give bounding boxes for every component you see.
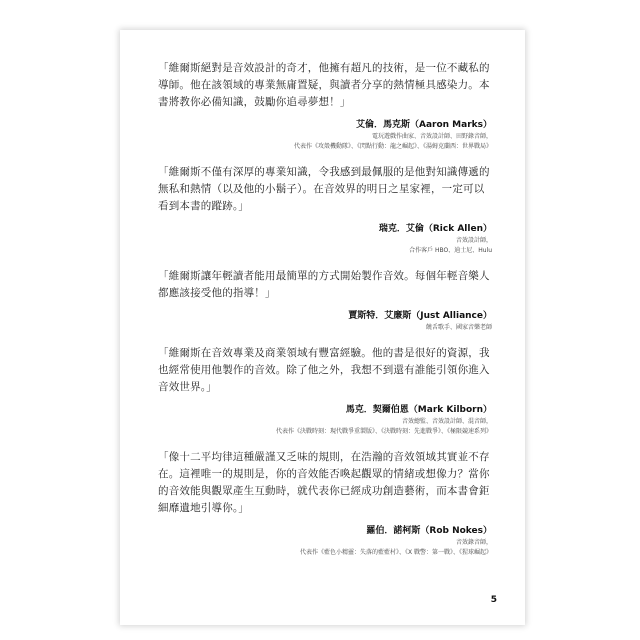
endorsement-attribution (158, 404, 492, 437)
book-page (120, 30, 525, 625)
endorsement-attribution (158, 310, 492, 333)
endorser-name: 艾倫．馬克斯（Aaron Marks） (355, 120, 492, 130)
endorser-credits: 代表作《藍色小精靈：失落的藍藍村》、《X 戰警：第一戰》、《猩球崛起》 (299, 549, 492, 556)
endorser-role: 音效總監、音效設計師、混音師， (401, 418, 492, 425)
endorsement-4 (158, 345, 492, 437)
endorsement-5 (158, 449, 492, 558)
endorsement-quote: 「維爾斯在音效專業及商業領域有豐富經驗。他的書是很好的資源，我也經常使用他製作的音效。除了他之外，我想不到還有誰能引領你進入音效世界。」 (158, 347, 490, 393)
endorsement-attribution (158, 525, 492, 558)
endorser-name: 賈斯特．艾廉斯（Just Alliance） (348, 311, 492, 321)
endorsement-quote: 「維爾斯不僅有深厚的專業知識，令我感到最佩服的是他對知識傳遞的無私和熱情（以及他的小鬍子）。在音效界的明日之星家裡，一定可以看到本書的蹤跡。」 (158, 166, 490, 212)
endorser-role: 電玩遊戲作曲家、音效設計師、田野錄音師， (371, 133, 492, 140)
endorser-name: 馬克．契爾伯恩（Mark Kilborn） (345, 405, 492, 415)
page-number: 5 (490, 595, 497, 605)
endorsement-attribution (158, 223, 492, 256)
endorser-name: 瑞克．艾倫（Rick Allen） (378, 224, 492, 234)
endorser-role: 音效設計師， (455, 237, 492, 244)
endorser-credits: 代表作《攻殼機動隊》、《閃點行動：龍之崛起》、《湯姆克蘭西：世界戰局》 (293, 143, 492, 150)
endorsement-quote: 「維爾斯讓年輕讀者能用最簡單的方式開始製作音效。每個年輕音樂人都應該接受他的指導！」 (158, 270, 490, 299)
endorser-credits: 合作客戶 HBO、迪士尼、Hulu (409, 247, 492, 254)
endorser-name: 羅伯．諾柯斯（Rob Nokes） (366, 526, 492, 536)
endorsement-3 (158, 268, 492, 333)
endorsement-2 (158, 164, 492, 256)
endorsement-attribution (158, 119, 492, 152)
endorser-credits: 代表作《決戰時刻：現代戰爭重製版》、《決戰時刻：先進戰爭》、《極限競速系列》 (275, 428, 492, 435)
endorsement-quote: 「像十二平均律這種嚴謹又乏味的規則，在浩瀚的音效領域其實並不存在。這裡唯一的規則是，你的音效能否喚起觀眾的情緒或想像力？當你的音效能與觀眾產生互動時，就代表你已經成功創造藝術，而本書會鉅細靡遺地引導你。」 (158, 451, 490, 514)
endorsements-list (158, 60, 492, 570)
endorser-role: 音效錄音師， (455, 539, 492, 546)
endorser-role: 饒舌歌手、國家音樂老師 (425, 324, 492, 331)
endorsement-quote: 「維爾斯絕對是音效設計的奇才，他擁有超凡的技術，是一位不藏私的導師。他在該領域的專業無庸置疑，與讀者分享的熱情極具感染力。本書將教你必備知識，鼓勵你追尋夢想！」 (158, 62, 490, 108)
endorsement-1 (158, 60, 492, 152)
